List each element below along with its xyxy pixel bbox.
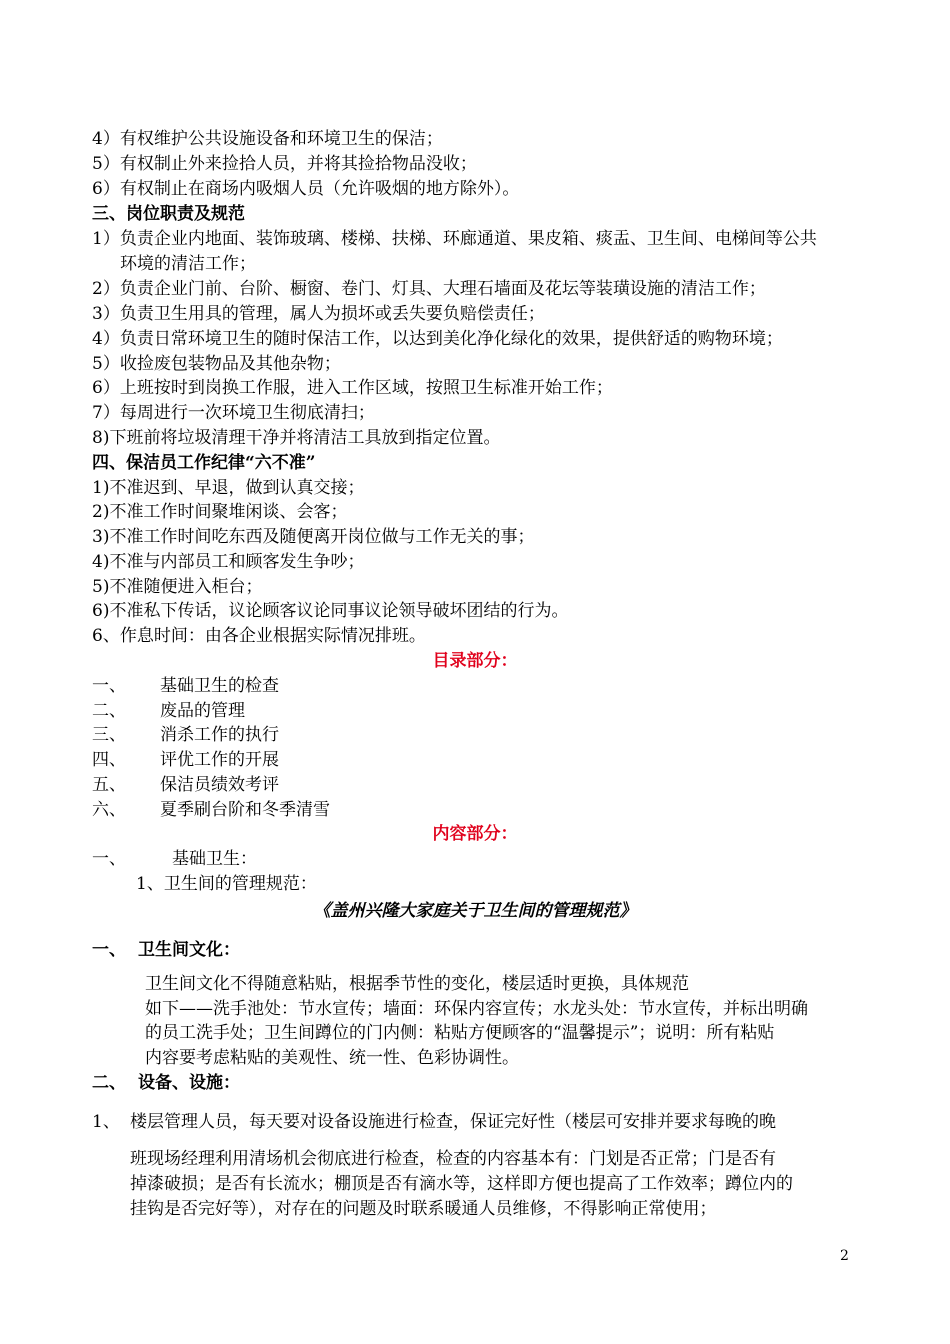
toc-text: 评优工作的开展: [160, 750, 279, 770]
equip-body-line: 挂钩是否完好等），对存在的问题及时联系暖通人员维修，不得影响正常使用；: [130, 1199, 717, 1219]
equip-body-line: 楼层管理人员，每天要对设备设施进行检查，保证完好性（楼层可安排并要求每晚的晚: [130, 1112, 776, 1132]
section-number: 一、: [92, 849, 126, 869]
toc-number: 五、: [92, 775, 126, 795]
rule-line: 5)不准随便进入柜台；: [92, 577, 263, 597]
content-title: 内容部分：: [432, 824, 518, 844]
rule-line: 4)不准与内部员工和顾客发生争吵；: [92, 552, 365, 572]
page-number: 2: [840, 1248, 849, 1264]
text-line: 5）有权制止外来捡拾人员，并将其捡拾物品没收；: [92, 154, 477, 174]
toc-title: 目录部分：: [432, 651, 518, 671]
toc-text: 废品的管理: [160, 701, 245, 721]
culture-body-line: 的员工洗手处；卫生间蹲位的门内侧：粘贴方便顾客的“温馨提示”；说明：所有粘贴: [145, 1023, 775, 1043]
toc-text: 基础卫生的检查: [160, 676, 279, 696]
duty-line: 6）上班按时到岗换工作服，进入工作区域，按照卫生标准开始工作；: [92, 378, 613, 398]
duty-line: 7）每周进行一次环境卫生彻底清扫；: [92, 403, 375, 423]
toc-item: [92, 674, 279, 698]
text-line: 4）有权维护公共设施设备和环境卫生的保洁；: [92, 129, 443, 149]
duty-line: 5）收捡废包装物品及其他杂物；: [92, 354, 341, 374]
duty-line: 2）负责企业门前、台阶、橱窗、卷门、灯具、大理石墙面及花坛等装璜设施的清洁工作；: [92, 279, 766, 299]
toc-number: 四、: [92, 750, 126, 770]
section-heading: 四、保洁员工作纪律“六不准”: [92, 453, 316, 473]
equip-heading: [92, 1071, 240, 1095]
section-line: [92, 847, 257, 871]
rule-line: 6)不准私下传话，议论顾客议论同事议论领导破坏团结的行为。: [92, 601, 569, 621]
toc-item: [92, 723, 279, 747]
toc-number: 二、: [92, 701, 126, 721]
toc-item: [92, 699, 245, 723]
duty-line: 环境的清洁工作；: [120, 254, 256, 274]
item-number: 1、: [92, 1112, 120, 1132]
rule-line: 2)不准工作时间聚堆闲谈、会客；: [92, 502, 348, 522]
toc-text: 保洁员绩效考评: [160, 775, 279, 795]
heading-number: 二、: [92, 1073, 126, 1093]
toc-item: [92, 773, 279, 797]
toc-number: 一、: [92, 676, 126, 696]
toc-number: 三、: [92, 725, 126, 745]
duty-line: 4）负责日常环境卫生的随时保洁工作，以达到美化净化绿化的效果，提供舒适的购物环境；: [92, 329, 783, 349]
culture-body-line: 内容要考虑粘贴的美观性、统一性、色彩协调性。: [145, 1048, 519, 1068]
text-line: 6）有权制止在商场内吸烟人员（允许吸烟的地方除外）。: [92, 179, 520, 199]
culture-heading: [92, 938, 240, 962]
toc-text: 消杀工作的执行: [160, 725, 279, 745]
heading-text: 卫生间文化：: [138, 940, 240, 960]
section-heading: 三、岗位职责及规范: [92, 204, 245, 224]
equip-item: [92, 1110, 776, 1134]
heading-number: 一、: [92, 940, 126, 960]
duty-line: 8)下班前将垃圾清理干净并将清洁工具放到指定位置。: [92, 428, 501, 448]
toc-item: [92, 748, 279, 772]
rule-line: 3)不准工作时间吃东西及随便离开岗位做与工作无关的事；: [92, 527, 535, 547]
heading-text: 设备、设施：: [138, 1073, 240, 1093]
section-text: 基础卫生：: [172, 849, 257, 869]
toc-text: 夏季刷台阶和冬季清雪: [160, 800, 330, 820]
duty-line: 1）负责企业内地面、装饰玻璃、楼梯、扶梯、环廊通道、果皮箱、痰盂、卫生间、电梯间等公共: [92, 229, 817, 249]
doc-title: 《盖州兴隆大家庭关于卫生间的管理规范》: [313, 901, 637, 921]
duty-line: 3）负责卫生用具的管理，属人为损坏或丢失要负赔偿责任；: [92, 304, 545, 324]
toc-number: 六、: [92, 800, 126, 820]
equip-body-line: 班现场经理利用清场机会彻底进行检查，检查的内容基本有：门划是否正常；门是否有: [130, 1149, 776, 1169]
rest-time-line: 6、作息时间：由各企业根据实际情况排班。: [92, 626, 426, 646]
subsection-line: 1、卫生间的管理规范：: [136, 874, 317, 894]
toc-item: [92, 798, 330, 822]
culture-body-line: 如下——洗手池处：节水宣传；墙面：环保内容宣传；水龙头处：节水宣传，并标出明确: [145, 999, 808, 1019]
equip-body-line: 掉漆破损；是否有长流水；棚顶是否有滴水等，这样即方便也提高了工作效率；蹲位内的: [130, 1174, 793, 1194]
culture-body-line: 卫生间文化不得随意粘贴，根据季节性的变化，楼层适时更换，具体规范: [145, 974, 689, 994]
rule-line: 1)不准迟到、早退，做到认真交接；: [92, 478, 365, 498]
